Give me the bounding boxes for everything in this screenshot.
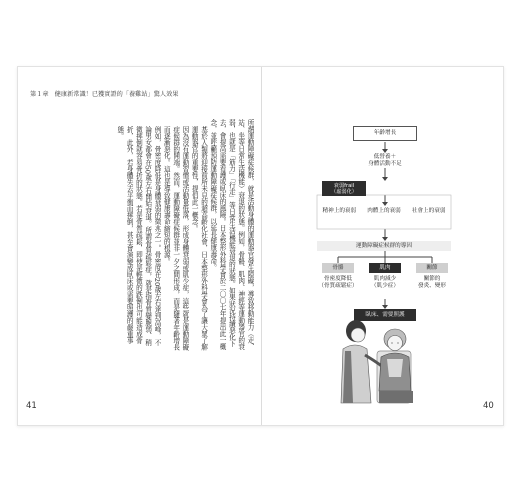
paragraph: 所謂運動障礙症候群，就是活動身體的運動器官發生障礙，導致移動能力（走、站、坐等日常生活機能）衰退的狀態。例如，骨骼、肌肉、神經等運動器官的衰弱，也就是「筋力」「行走」等日常生活機能衰退的狀態。如果狀況持續惡化下去，會提高需要看護或臥床的風險。日本整形外科學會於二〇〇七年提出此一概念，並呼籲預防運動障礙症候群，以延長健康壽命。 — [208, 119, 254, 350]
book-spread — [17, 66, 504, 426]
paragraph: 例如，骨密度降低是身體衰弱的徵兆之一。骨密度在20歲左右達到高峰，不論男女都會在50歲左右開始衰退。所謂骨質疏鬆症，就是指骨質變脆弱、稍微摔倒就容易骨折的狀態。若是骨質疏鬆，即使是輕微的跌倒也可能造成骨折，此外，若身體失去平衡而摔倒，甚至會演變成臥床或需要照護的嚴重事態。 — [115, 125, 162, 346]
caregiver-illustration — [333, 311, 433, 407]
category-label: 肌肉 — [379, 264, 391, 271]
frailty-type: 精神上的衰弱 — [322, 208, 357, 214]
elderly-woman-figure — [379, 329, 413, 403]
detail-line: 骨密度降低 — [324, 276, 352, 282]
paragraph: 基於人類將迎接前所未見的超高齡化社會，日本整形外科學會為了讓大眾了解運動器官的重要性，提倡此一概念。 — [190, 125, 208, 350]
category-label: 骨骼 — [332, 264, 344, 271]
detail-line: 關節的 — [423, 276, 441, 282]
outcome-label: 臥床、需要照護 — [365, 311, 405, 318]
detail-line: 發炎、變形 — [418, 282, 446, 289]
locomotive-title-text: 運動障礙症候群的導因 — [356, 242, 412, 249]
age-label: 年齡增長 — [373, 130, 397, 137]
category-detail-joint — [408, 276, 456, 290]
category-detail-muscle — [361, 276, 409, 290]
age-box — [353, 126, 417, 141]
page-number: 41 — [26, 401, 37, 411]
detail-line: 肌肉減少 — [373, 276, 397, 282]
paragraph: 因為沒有運動習慣或活動量低落，形成身體衰弱或肌少症，這些就是運動障礙症候群的開端。然而，運動障礙症候群並非一夕之間形成，而是隨著年齡增長而逐漸惡化。這也是導致健康壽命縮短的根源。 — [162, 125, 189, 350]
locomotive-causes-title — [317, 241, 451, 251]
detail-line: （骨質疏鬆症） — [318, 282, 358, 289]
frailty-sublabel: （虛弱化） — [331, 188, 357, 195]
frailty-types — [317, 208, 451, 215]
lifestyle-factors — [343, 154, 427, 168]
frailty-type: 社會上的衰弱 — [411, 208, 446, 214]
frailty-label: 衰弱frail — [333, 182, 355, 189]
category-joint — [416, 263, 448, 273]
detail-line: （肌少症） — [371, 282, 399, 289]
category-detail-bone — [314, 276, 362, 290]
lifestyle-line: 身體活動不足 — [368, 160, 402, 167]
category-muscle — [369, 263, 401, 273]
category-label: 關節 — [426, 264, 438, 271]
frailty-type: 肉體上的衰弱 — [367, 208, 401, 214]
chapter-header: 第１章 健康新常識！已獲實證的「養雞站」驚人效果 — [30, 91, 179, 98]
frailty-box — [322, 181, 366, 196]
category-bone — [322, 263, 354, 273]
lifestyle-line: 低營養＋ — [373, 154, 397, 160]
page-number: 40 — [483, 401, 494, 411]
